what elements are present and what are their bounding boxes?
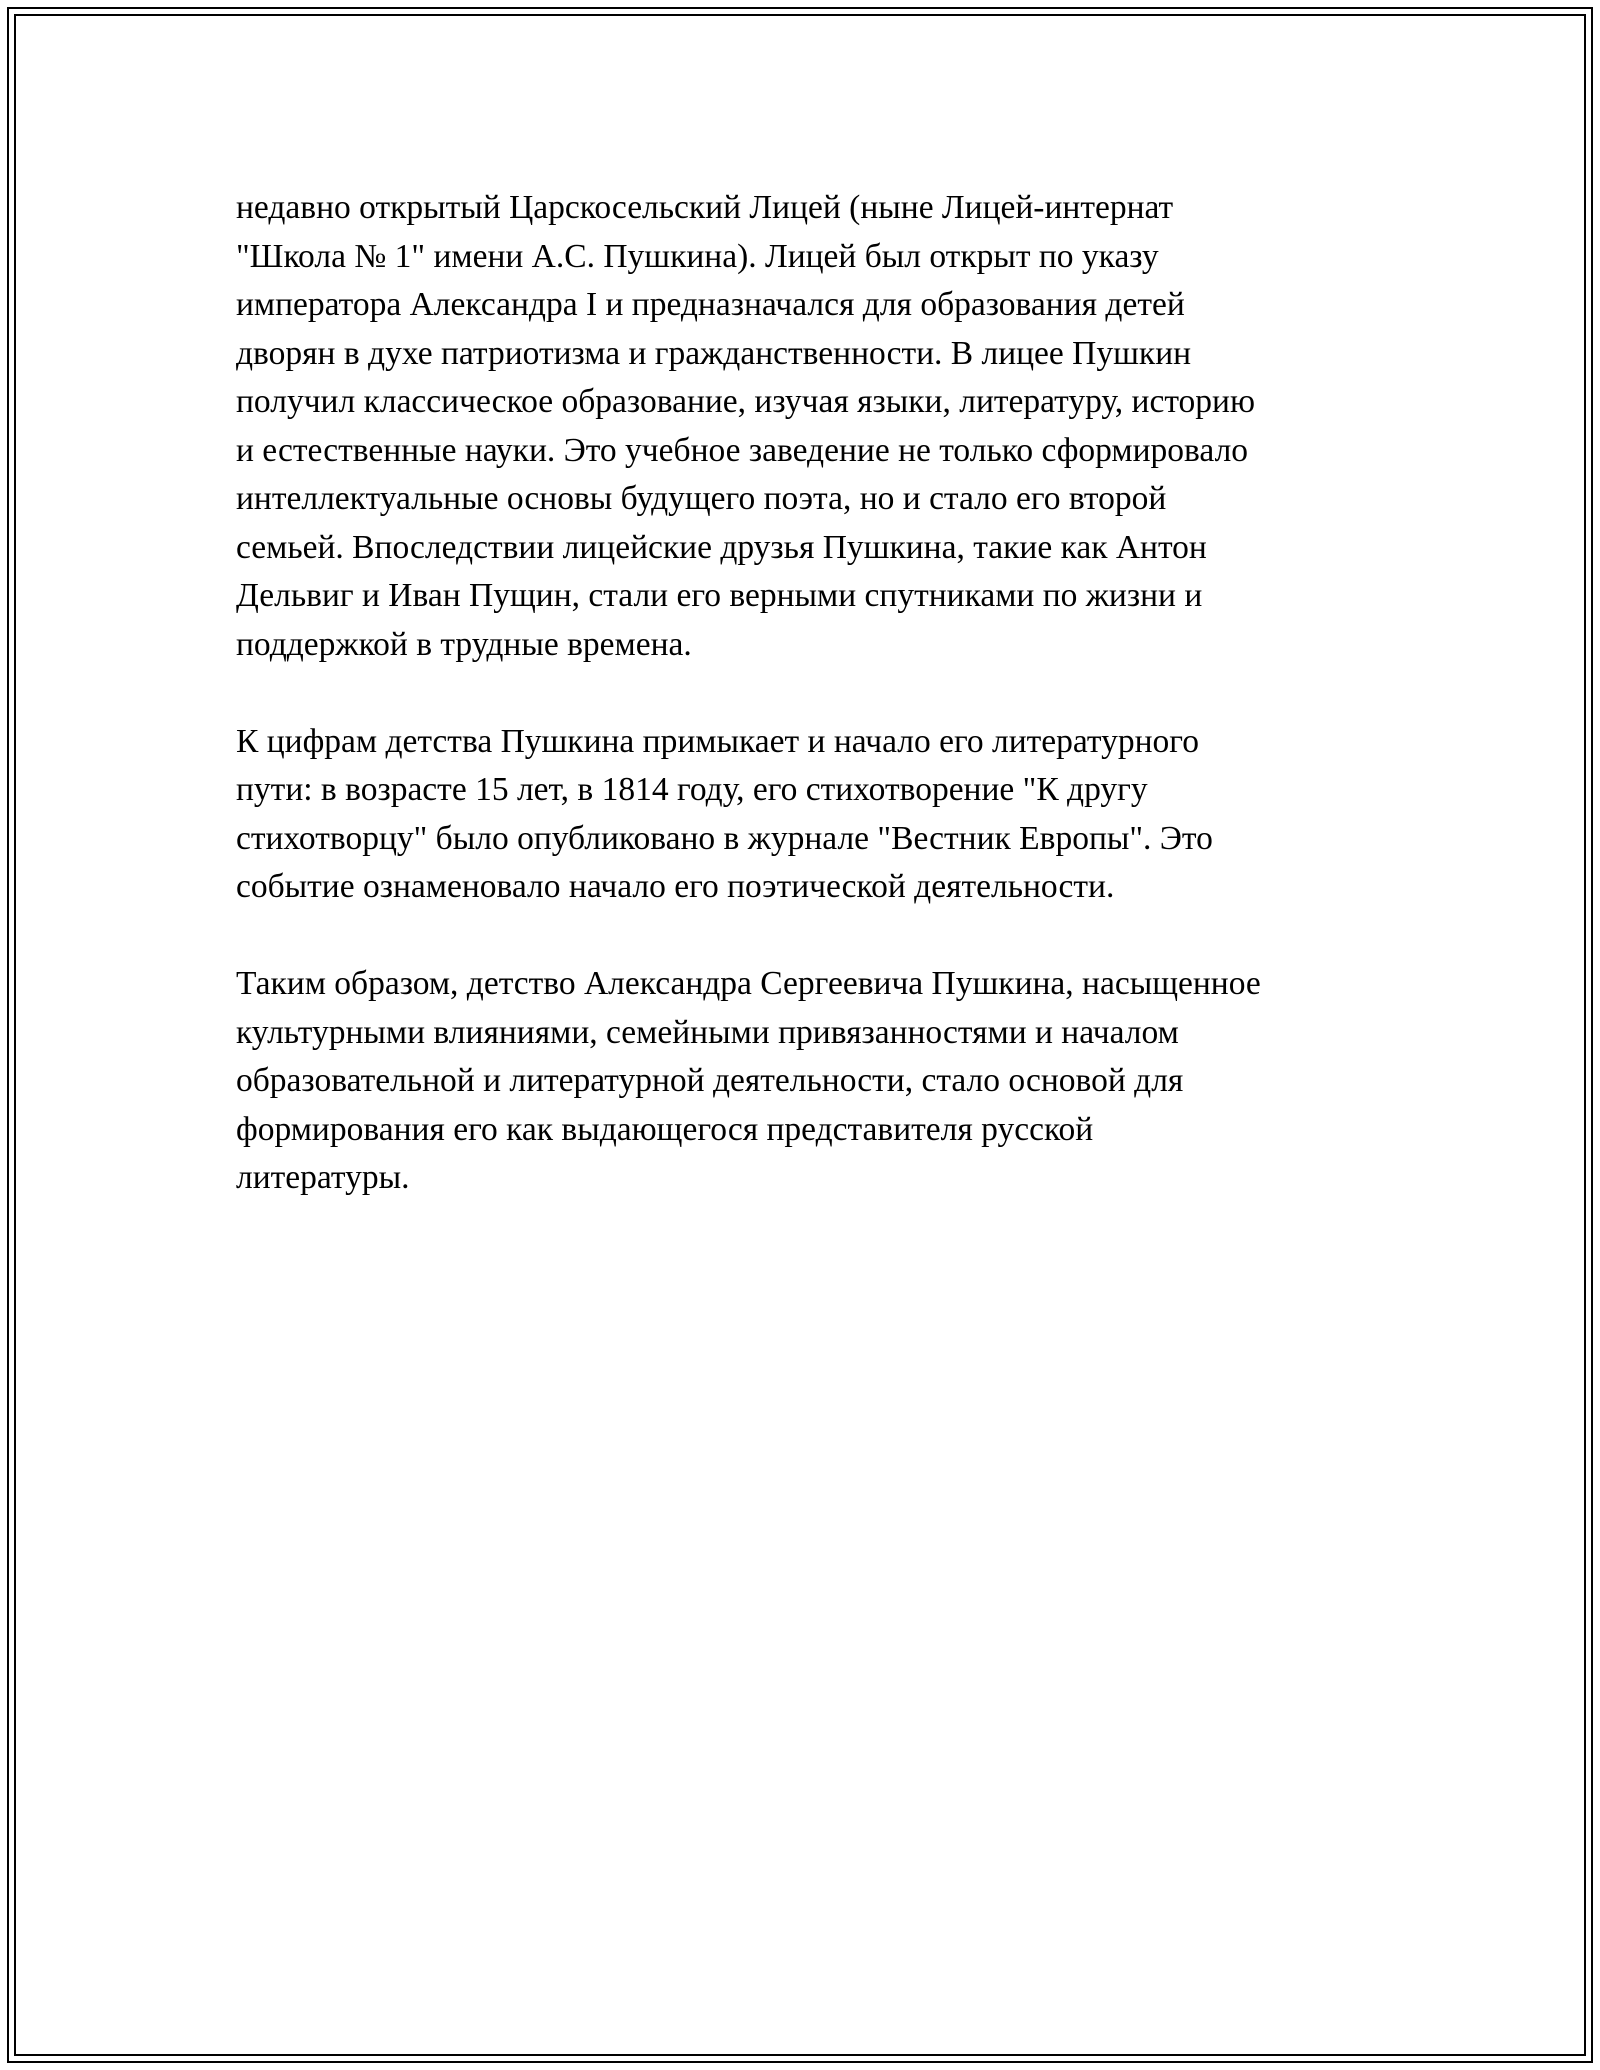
- paragraph-literary-beginning: К цифрам детства Пушкина примыкает и начало его литературного пути: в возрасте 15 лет, в 1814 году, его стихотворение "К другу стихотворцу" было опубликовано в журнале "Вестник Европы". Это событие ознаменовало начало его поэтической деятельности.: [236, 722, 1213, 905]
- paragraph-lyceum: недавно открытый Царскосельский Лицей (ныне Лицей-интернат "Школа № 1" имени А.С. Пушкина). Лицей был открыт по указу императора Александра I и предназначался для образования детей дворян в духе патриотизма и гражданственности. В лицее Пушкин получил классическое образование, изучая языки, литературу, историю и естественные науки. Это учебное заведение не только сформировало интеллектуальные основы будущего поэта, но и стало его второй семьей. Впоследствии лицейские друзья Пушкина, такие как Антон Дельвиг и Иван Пущин, стали его верными спутниками по жизни и поддержкой в трудные времена.: [236, 189, 1255, 663]
- paragraph-conclusion: Таким образом, детство Александра Сергеевича Пушкина, насыщенное культурными влияниями, семейными привязанностями и началом образовательной и литературной деятельности, стало основой для формирования его как выдающегося представителя русской литературы.: [236, 965, 1261, 1196]
- document-body: [236, 184, 1376, 1203]
